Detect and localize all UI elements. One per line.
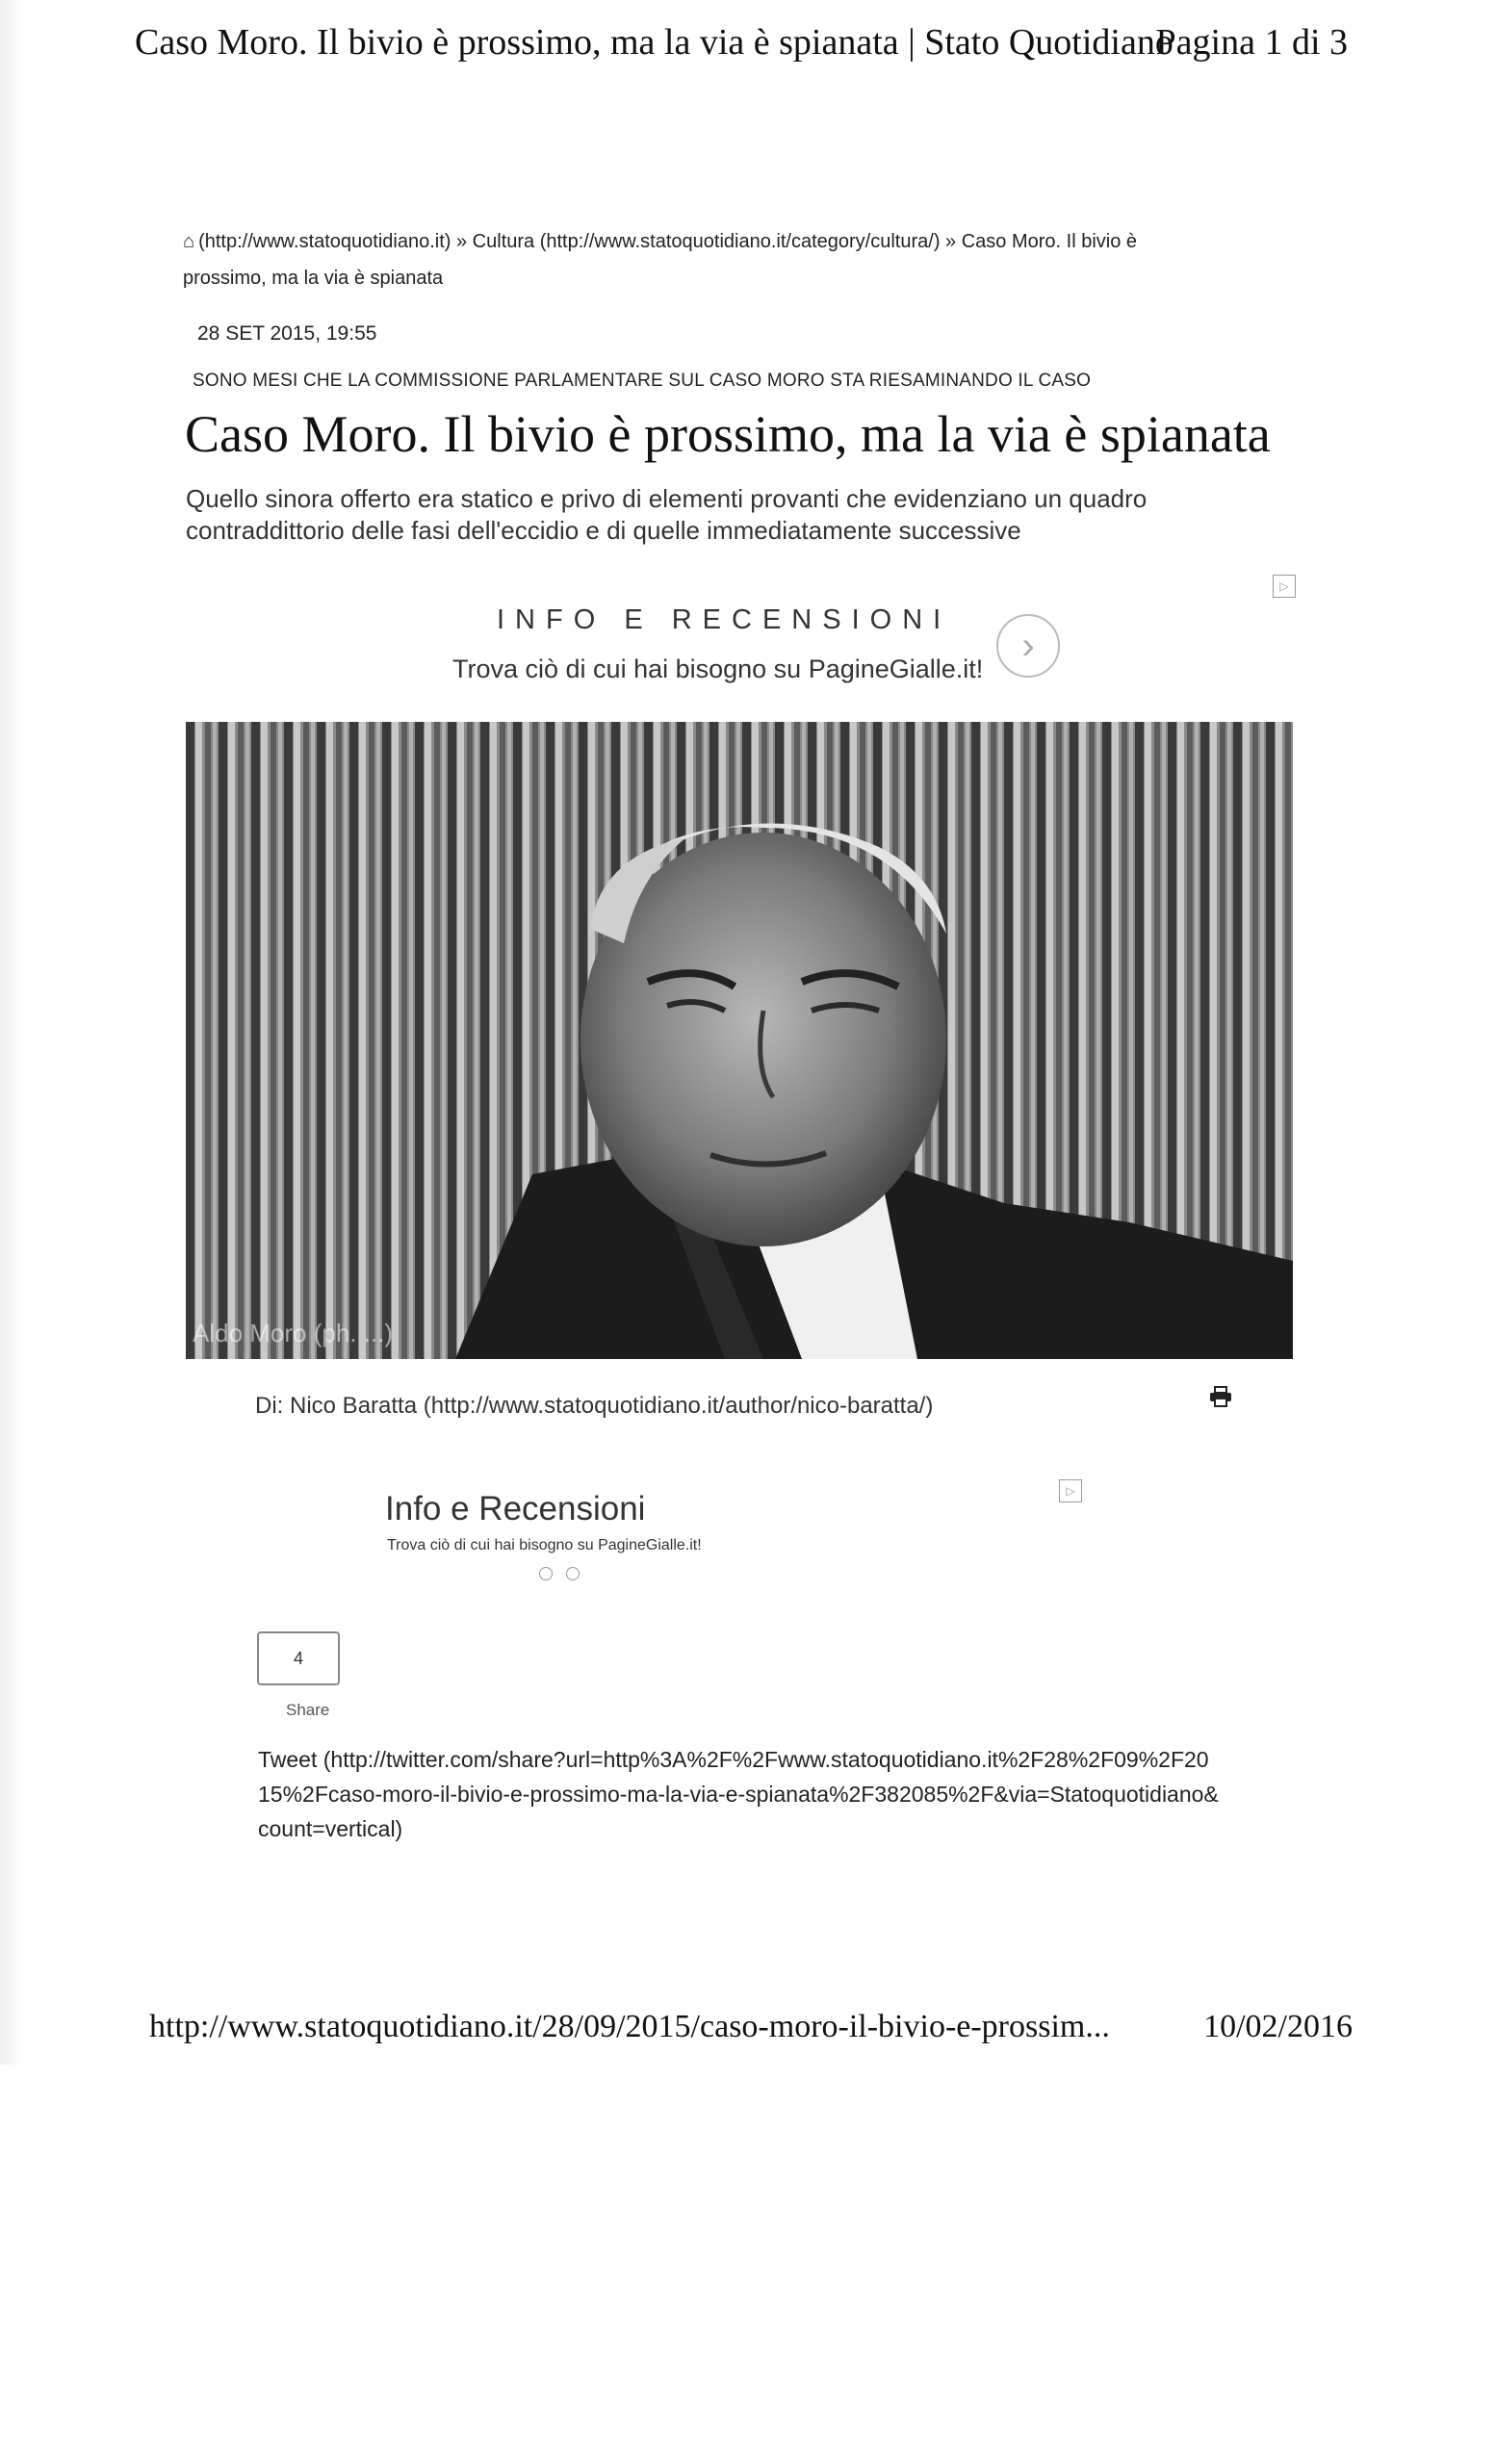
share-count-box[interactable]: 4 [257,1631,340,1685]
ad-banner-title[interactable]: INFO E RECENSIONI [497,604,952,635]
ad-secondary-title[interactable]: Info e Recensioni [385,1490,646,1527]
ad-choices-icon[interactable]: ▷ [1273,575,1296,598]
scan-edge-shadow [0,0,21,2065]
print-header-page-number: Pagina 1 di 3 [1155,22,1348,63]
carousel-dot[interactable] [539,1567,553,1580]
ad-secondary-subtitle[interactable]: Trova ciò di cui hai bisogno su PagineGialle.it! [387,1537,702,1553]
article-summary: Quello sinora offerto era statico e privo di elementi provanti che evidenziano un quadro contraddittorio delle fasi dell'eccidio e di quelle immediatamente successive [186,484,1148,545]
print-header [135,21,1348,69]
chevron-right-icon[interactable]: › [996,614,1060,678]
breadcrumb-text[interactable]: (http://www.statoquotidiano.it) » Cultura (http://www.statoquotidiano.it/category/cultura/) » Caso Moro. Il bivio è prossimo, ma la via è spianata [183,231,1138,289]
photo-caption: Aldo Moro (ph. ...) [193,1319,394,1348]
print-icon[interactable] [1208,1386,1233,1407]
breadcrumb [183,223,1223,296]
article-date: 28 SET 2015, 19:55 [197,322,377,345]
print-footer-date: 10/02/2016 [1203,2009,1353,2044]
author-link[interactable]: Di: Nico Baratta (http://www.statoquotidiano.it/author/nico-baratta/) [255,1393,934,1419]
carousel-dot[interactable] [566,1567,580,1580]
ad-banner-subtitle[interactable]: Trova ciò di cui hai bisogno su PagineGialle.it! [452,654,984,683]
article-kicker: SONO MESI CHE LA COMMISSIONE PARLAMENTARE SUL CASO MORO STA RIESAMINANDO IL CASO [193,371,1092,391]
print-header-title: Caso Moro. Il bivio è prossimo, ma la via è spianata | Stato Quotidiano [135,22,1174,63]
share-button[interactable]: Share [286,1701,330,1719]
print-footer [149,2009,1353,2045]
article-photo [186,722,1293,1359]
home-icon[interactable]: ⌂ [183,231,195,252]
ad-choices-icon-secondary[interactable]: ▷ [1059,1479,1082,1502]
print-footer-url: http://www.statoquotidiano.it/28/09/2015/caso-moro-il-bivio-e-prossim... [149,2009,1110,2044]
tweet-link[interactable]: Tweet (http://twitter.com/share?url=http%3A%2F%2Fwww.statoquotidiano.it%2F28%2F09%2F2015%2Fcaso-moro-il-bivio-e-prossimo-ma-la-via-e-spianata%2F382085%2F&via=Statoquotidiano&count=vertical) [258,1747,1219,1841]
ad-carousel-dots[interactable] [539,1567,580,1580]
article-title: Caso Moro. Il bivio è prossimo, ma la via è spianata [185,405,1271,463]
